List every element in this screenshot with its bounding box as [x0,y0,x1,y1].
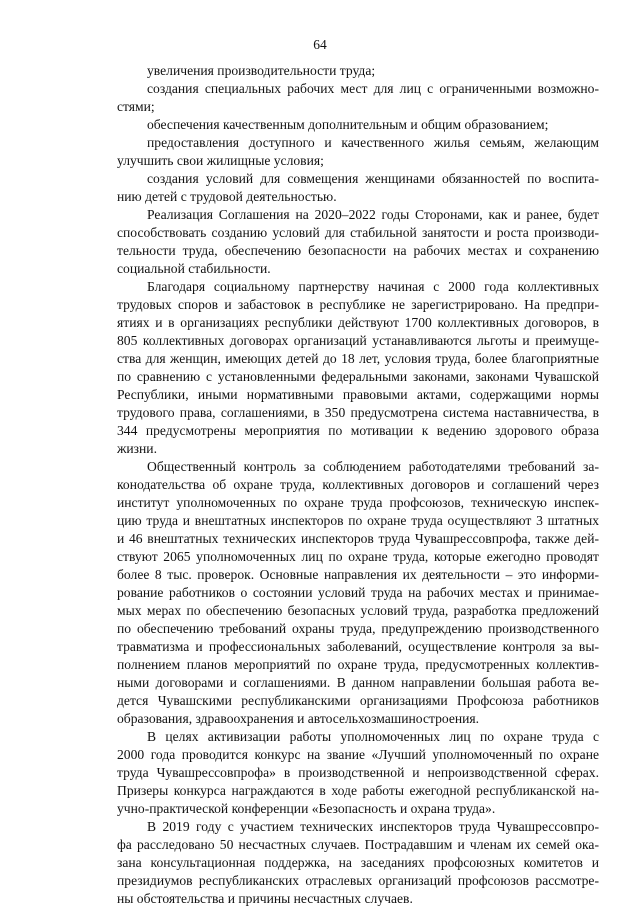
text-line: ными договорами и соглашениями. В данном направлении большая работа ве- [117,675,599,690]
text-line: институт уполномоченных по охране труда профсоюзов, техническую инспек- [117,495,599,510]
text-line: по сравнению с установленными федеральными законами, законами Чувашской [117,369,599,384]
page-number: 64 [313,37,327,52]
text-line: и 46 внештатных технических инспекторов труда Чувашрессовпрофа, также дей- [117,531,599,546]
text-line: конодательства об охране труда, коллективных договоров и соглашений через [117,477,599,492]
body-text [117,62,599,908]
text-line: создания условий для совмещения женщинами обязанностей по воспита- [147,171,599,186]
text-line: увеличения производительности труда; [147,63,376,78]
text-line: предоставления доступного и качественного жилья семьям, желающим [147,135,599,150]
text-line: фа расследовано 50 несчастных случаев. Пострадавшим и членам их семей ока- [117,837,599,852]
text-line: тельности труда, обеспечению безопасности на рабочих местах и сохранению [117,243,599,258]
text-line: 2000 года проводится конкурс на звание «Лучший уполномоченный по охране [117,747,599,762]
text-line: ятиях и в организациях республики действуют 1700 коллективных договоров, в [117,315,599,330]
text-line: образования, здравоохранения и автосельхозмашиностроения. [117,711,480,726]
text-line: президиумов республиканских отраслевых организаций профсоюзов рассмотре- [117,873,599,888]
text-line: трудового права, соглашениями, в 350 предусмотрена система наставничества, в [117,405,599,420]
text-line: ны обстоятельства и причины несчастных случаев. [117,891,413,906]
text-line: способствовать созданию условий для стабильной занятости и роста производи- [117,225,599,240]
text-line: 344 предусмотрены мероприятия по мотивации к ведению здорового образа [117,423,599,438]
text-line: Благодаря социальному партнерству начиная с 2000 года коллективных [147,279,599,294]
text-line: Реализация Соглашения на 2020–2022 годы Сторонами, как и ранее, будет [147,207,599,222]
text-line: стями; [117,99,155,114]
text-line: 805 коллективных договорах организаций устанавливаются льготы и преимуще- [117,333,599,348]
text-line: дется Чувашскими республиканскими организациями Профсоюза работников [117,693,599,708]
text-line: В целях активизации работы уполномоченных лиц по охране труда с [147,729,599,744]
text-line: В 2019 году с участием технических инспекторов труда Чувашрессовпро- [147,819,599,834]
text-line: жизни. [117,441,157,456]
text-line: цию труда и внештатных инспекторов по охране труда осуществляют 3 штатных [117,513,599,528]
text-line: создания специальных рабочих мест для лиц с ограниченными возможно- [147,81,599,96]
text-line: социальной стабильности. [117,261,271,276]
text-line: улучшить свои жилищные условия; [117,153,324,168]
text-line: по обеспечению требований охраны труда, предупреждению производственного [117,621,599,636]
text-line: обеспечения качественным дополнительным и общим образованием; [147,117,549,132]
text-line: труда Чувашрессовпрофа» в производственной и непроизводственной сферах. [117,765,599,780]
text-line: рование работников о состоянии условий труда на рабочих местах и принимае- [117,585,599,600]
text-line: нию детей с трудовой деятельностью. [117,189,337,204]
text-line: полнением планов мероприятий по охране труда, предусмотренных коллектив- [117,657,599,672]
text-line: ствуют 2065 уполномоченных лиц по охране труда, которые ежегодно проводят [117,549,599,564]
text-line: травматизма и профессиональных заболеваний, осуществление контроля за вы- [117,639,599,654]
text-line: ства для женщин, имеющих детей до 18 лет, условия труда, более благоприятные [117,351,599,366]
text-line: более 8 тыс. проверок. Основные направления их деятельности – это информи- [117,567,599,582]
text-line: трудовых споров и забастовок в республике не зарегистрировано. На предпри- [117,297,599,312]
text-line: мых мерах по обеспечению безопасных условий труда, разработка предложений [117,603,599,618]
text-line: Республики, иными нормативными правовыми актами, содержащими нормы [117,387,599,402]
text-line: зана консультационная поддержка, на заседаниях профсоюзных комитетов и [117,855,599,870]
text-line: Общественный контроль за соблюдением работодателями требований за- [147,459,599,474]
text-line: учно-практической конференции «Безопасность и охрана труда». [117,801,496,816]
text-line: Призеры конкурса награждаются в ходе работы ежегодной республиканской на- [117,783,599,798]
